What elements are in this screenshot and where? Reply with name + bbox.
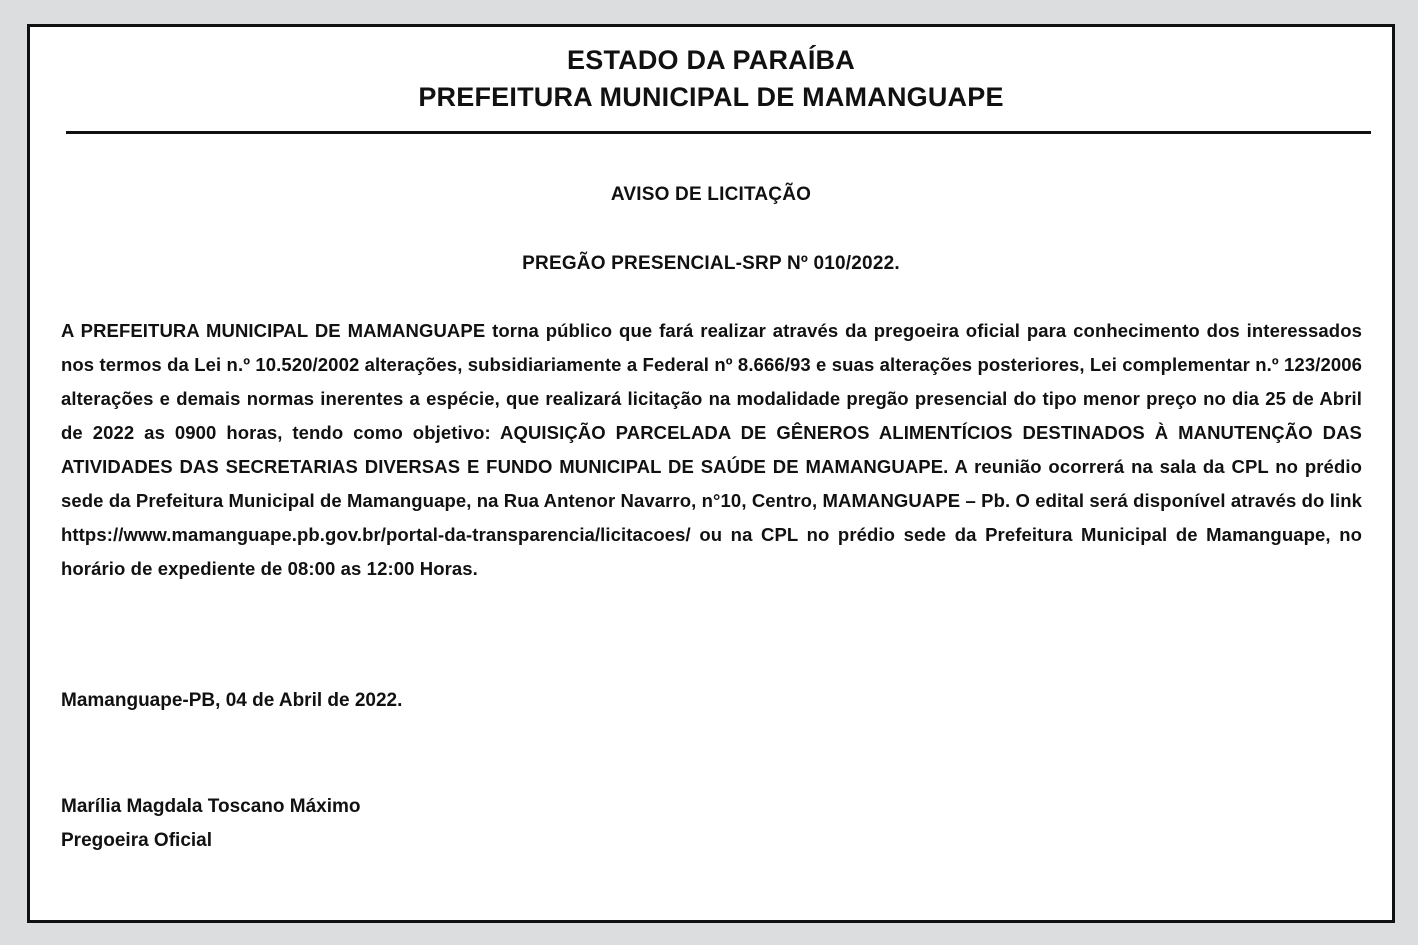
notice-subtitle: PREGÃO PRESENCIAL-SRP Nº 010/2022. <box>522 253 900 274</box>
signatory-name: Marília Magdala Toscano Máximo <box>61 796 361 817</box>
notice-title: AVISO DE LICITAÇÃO <box>610 184 812 205</box>
place-date: Mamanguape-PB, 04 de Abril de 2022. <box>61 690 403 711</box>
header-divider <box>66 131 1371 134</box>
state-name: ESTADO DA PARAÍBA <box>567 45 855 75</box>
notice-frame <box>27 24 1395 923</box>
signatory-role: Pregoeira Oficial <box>61 830 213 851</box>
document-header <box>30 42 1392 116</box>
municipality-name: PREFEITURA MUNICIPAL DE MAMANGUAPE <box>418 82 1004 112</box>
signature-block <box>61 790 361 858</box>
notice-body: A PREFEITURA MUNICIPAL DE MAMANGUAPE torna público que fará realizar através da pregoeira oficial para conhecimento dos interessados nos termos da Lei n.º 10.520/2002 alterações, subsidiariamente a Federal nº 8.666/93 e suas alterações posteriores, Lei complementar n.º 123/2006 alterações e demais normas inerentes a espécie, que realizará licitação na modalidade pregão presencial do tipo menor preço no dia 25 de Abril de 2022 as 0900 horas, tendo como objetivo: AQUISIÇÃO PARCELADA DE GÊNEROS ALIMENTÍCIOS DESTINADOS À MANUTENÇÃO DAS ATIVIDADES DAS SECRETARIAS DIVERSAS E FUNDO MUNICIPAL DE SAÚDE DE MAMANGUAPE. A reunião ocorrerá na sala da CPL no prédio sede da Prefeitura Municipal de Mamanguape, na Rua Antenor Navarro, n°10, Centro, MAMANGUAPE – Pb. O edital será disponível através do link https://www.mamanguape.pb.gov.br/portal-da-transparencia/licitacoes/ ou na CPL no prédio sede da Prefeitura Municipal de Mamanguape, no horário de expediente de 08:00 as 12:00 Horas. <box>61 320 1362 579</box>
